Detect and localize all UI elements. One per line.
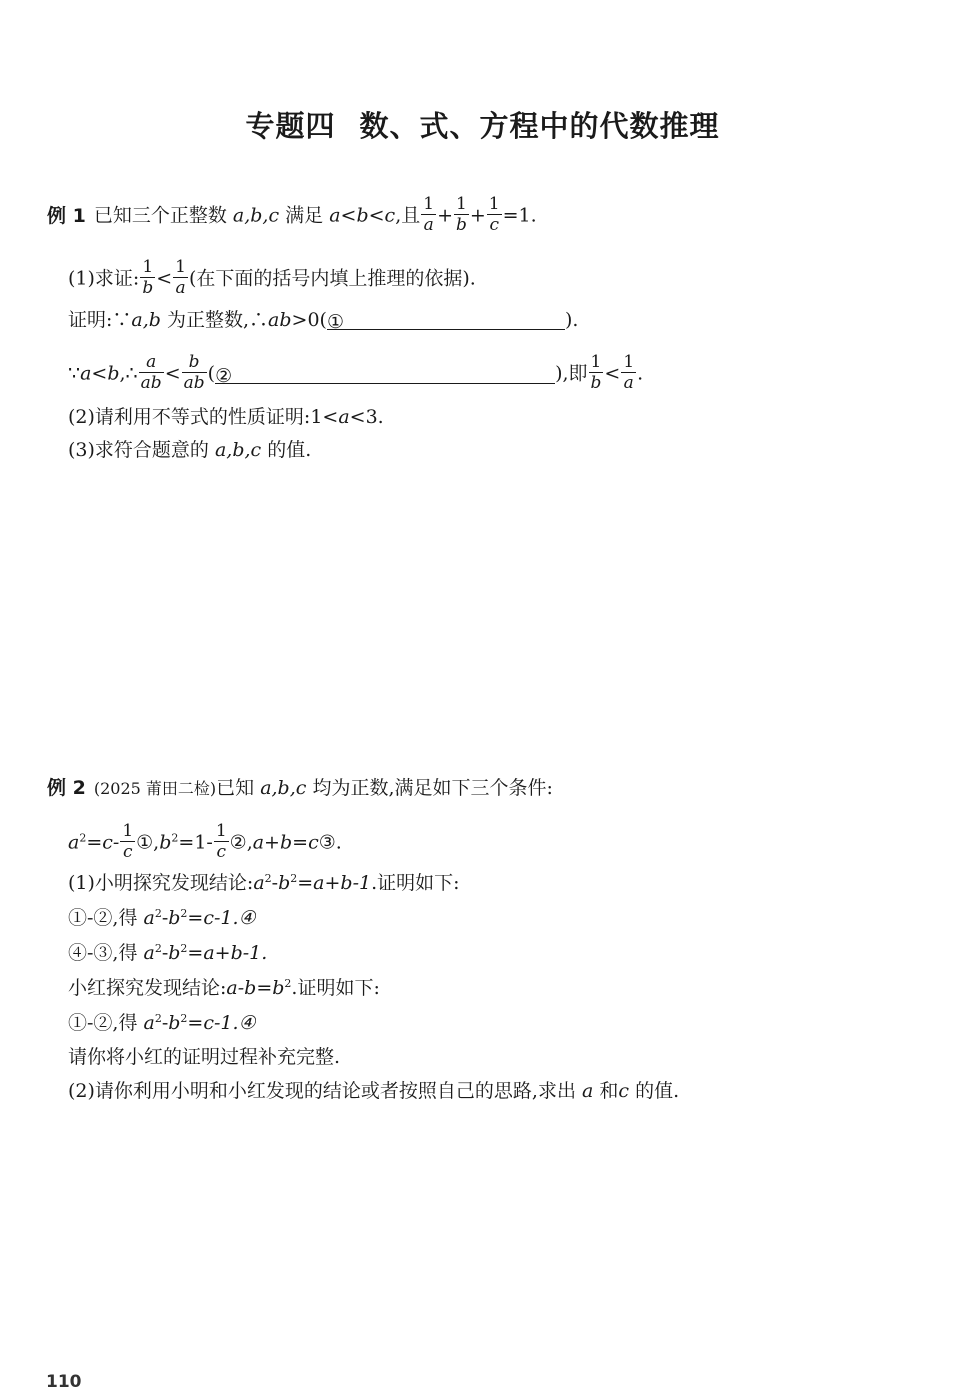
fraction: $\frac{1}{b}$ — [142, 257, 154, 298]
ex1-q1: (1)求证: $\frac{1}{b}$ < $\frac{1}{a}$ (在下面的括号内填上推理的依据). — [68, 257, 476, 298]
ex2-source: (2025 莆田二检) — [93, 779, 217, 798]
ex2-ming-step2: ④-③,得 $a^2-b^2=a+b-1$. — [68, 942, 268, 964]
fraction: $\frac{a}{ab}$ — [140, 352, 162, 393]
page-title: 专题四 数、式、方程中的代数推理 — [245, 109, 720, 143]
ex2-q2: (2)请你利用小明和小红发现的结论或者按照自己的思路,求出 a 和c 的值. — [68, 1080, 680, 1102]
fraction: $\frac{1}{b}$ — [455, 194, 467, 235]
fraction: $\frac{1}{a}$ — [423, 194, 435, 235]
ex2-hong-claim: 小红探究发现结论$:a-b=b^2$.证明如下: — [68, 977, 380, 999]
fraction: $\frac{1}{a}$ — [623, 352, 635, 393]
ex2-stem: 例 2 (2025 莆田二检)已知 a,b,c 均为正数,满足如下三个条件: — [47, 777, 553, 799]
ex1-label: 例 1 — [47, 204, 86, 227]
ex1-proof-line1: 证明:∵a,b 为正整数,∴ab>0(① ). — [68, 309, 579, 333]
page-number: 110 — [46, 1372, 82, 1392]
ex2-hong-step1: ①-②,得 $a^2-b^2=c-1.④$ — [68, 1012, 256, 1034]
fraction: $\frac{1}{c}$ — [215, 821, 227, 862]
fraction: $\frac{1}{c}$ — [488, 194, 500, 235]
ex2-label: 例 2 — [47, 777, 86, 799]
ex2-conditions: $a^2=c-$ $\frac{1}{c}$ $①,b^2=1-$ $\frac{1}{c}$ ②,a+b=c③. — [68, 821, 342, 862]
answer-blank-2[interactable]: ② — [215, 363, 555, 384]
fraction: $\frac{1}{a}$ — [175, 257, 186, 298]
ex2-ming-step1: ①-②,得 $a^2-b^2=c-1.④$ — [68, 907, 256, 929]
ex1-stem: 例 1 已知三个正整数 a,b,c 满足 a<b<c,且 $\frac{1}{a}$ + $\frac{1}{b}$ + $\frac{1}{c}$ =1. — [47, 194, 537, 235]
fraction: $\frac{b}{ab}$ — [183, 352, 205, 393]
fraction: $\frac{1}{b}$ — [590, 352, 602, 393]
answer-blank-1[interactable]: ① — [327, 309, 565, 330]
ex1-q3: (3)求符合题意的 a,b,c 的值. — [68, 439, 312, 461]
fraction: $\frac{1}{c}$ — [122, 821, 134, 862]
ex2-hong-instruction: 请你将小红的证明过程补充完整. — [68, 1046, 341, 1068]
ex2-q1: (1)小明探究发现结论$:a^2-b^2=a+b-1$.证明如下: — [68, 872, 460, 894]
ex1-q2: (2)请利用不等式的性质证明:1<a<3. — [68, 406, 384, 428]
ex1-proof-line2: ∵a<b,∴ $\frac{a}{ab}$ < $\frac{b}{ab}$ (② ),即 $\frac{1}{b}$ < $\frac{1}{a}$ . — [68, 352, 644, 393]
